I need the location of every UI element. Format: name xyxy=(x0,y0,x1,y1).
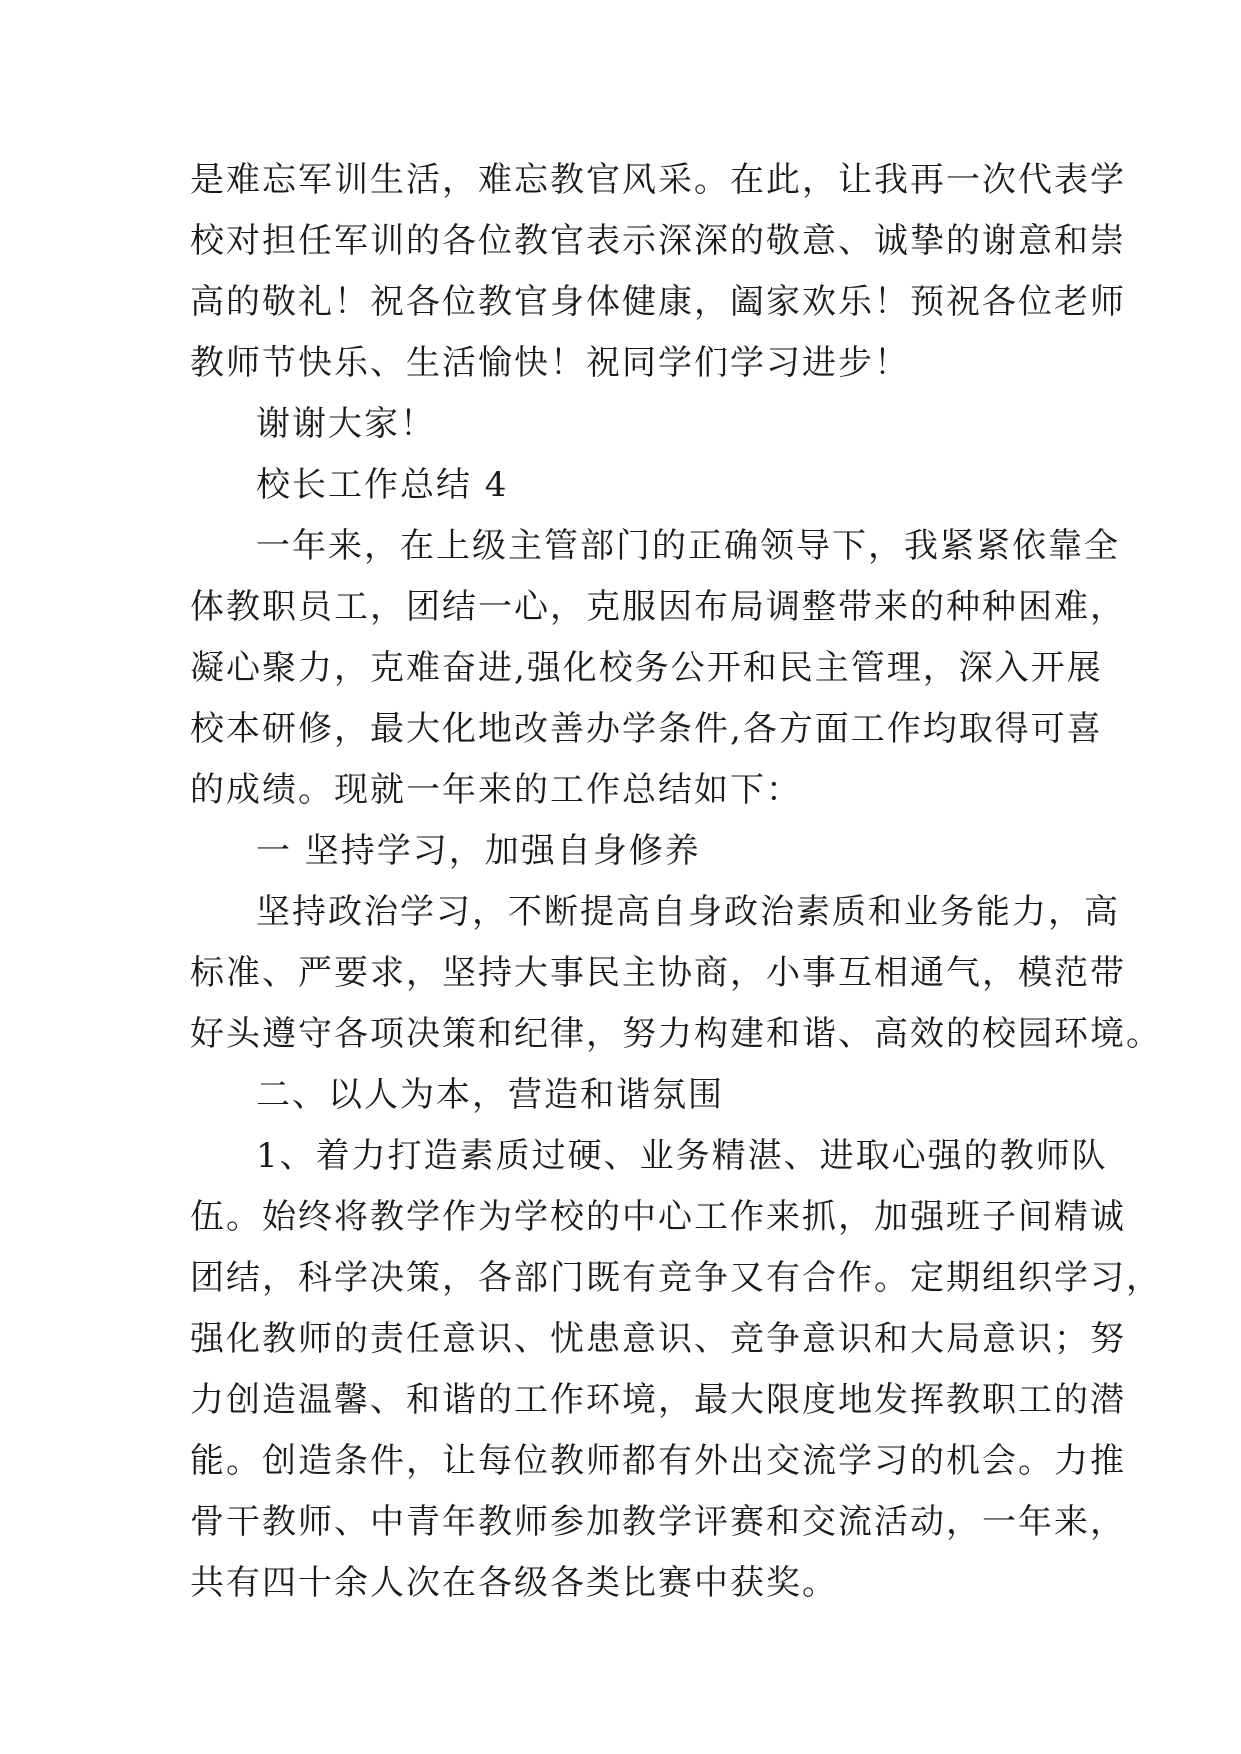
text-line: 校对担任军训的各位教官表示深深的敬意、诚挚的谢意和崇 xyxy=(190,221,1126,261)
text-line: 好头遵守各项决策和纪律，努力构建和谐、高效的校园环境。 xyxy=(190,1014,1162,1054)
text-line: 一年来，在上级主管部门的正确领导下，我紧紧依靠全 xyxy=(256,526,1120,566)
text-line: 校本研修，最大化地改善办学条件,各方面工作均取得可喜 xyxy=(190,709,1103,749)
text-line: 校长工作总结 4 xyxy=(256,465,509,505)
text-line: 标准、严要求，坚持大事民主协商，小事互相通气，模范带 xyxy=(190,953,1126,993)
text-line: 强化教师的责任意识、忧患意识、竞争意识和大局意识；努 xyxy=(190,1319,1126,1359)
text-line: 坚持政治学习，不断提高自身政治素质和业务能力，高 xyxy=(256,892,1120,932)
text-line: 1、着力打造素质过硬、业务精湛、进取心强的教师队 xyxy=(256,1136,1108,1176)
text-line: 凝心聚力，克难奋进,强化校务公开和民主管理，深入开展 xyxy=(190,648,1103,688)
text-line: 教师节快乐、生活愉快！祝同学们学习进步！ xyxy=(190,343,910,383)
text-line: 高的敬礼！祝各位教官身体健康，阖家欢乐！预祝各位老师 xyxy=(190,282,1126,322)
text-line: 的成绩。现就一年来的工作总结如下： xyxy=(190,770,802,810)
text-line: 是难忘军训生活，难忘教官风采。在此，让我再一次代表学 xyxy=(190,160,1126,200)
text-line: 体教职员工，团结一心，克服因布局调整带来的种种困难， xyxy=(190,587,1126,627)
text-line: 共有四十余人次在各级各类比赛中获奖。 xyxy=(190,1563,838,1603)
text-line: 谢谢大家！ xyxy=(256,404,436,444)
text-line: 二、以人为本，营造和谐氛围 xyxy=(256,1075,724,1115)
document-body xyxy=(190,150,1162,1614)
text-line: 团结，科学决策，各部门既有竞争又有合作。定期组织学习， xyxy=(190,1258,1162,1298)
text-line: 伍。始终将教学作为学校的中心工作来抓，加强班子间精诚 xyxy=(190,1197,1126,1237)
text-line: 一 坚持学习，加强自身修养 xyxy=(256,831,701,871)
text-line: 骨干教师、中青年教师参加教学评赛和交流活动，一年来， xyxy=(190,1502,1126,1542)
text-line: 能。创造条件，让每位教师都有外出交流学习的机会。力推 xyxy=(190,1441,1126,1481)
text-line: 力创造温馨、和谐的工作环境，最大限度地发挥教职工的潜 xyxy=(190,1380,1126,1420)
